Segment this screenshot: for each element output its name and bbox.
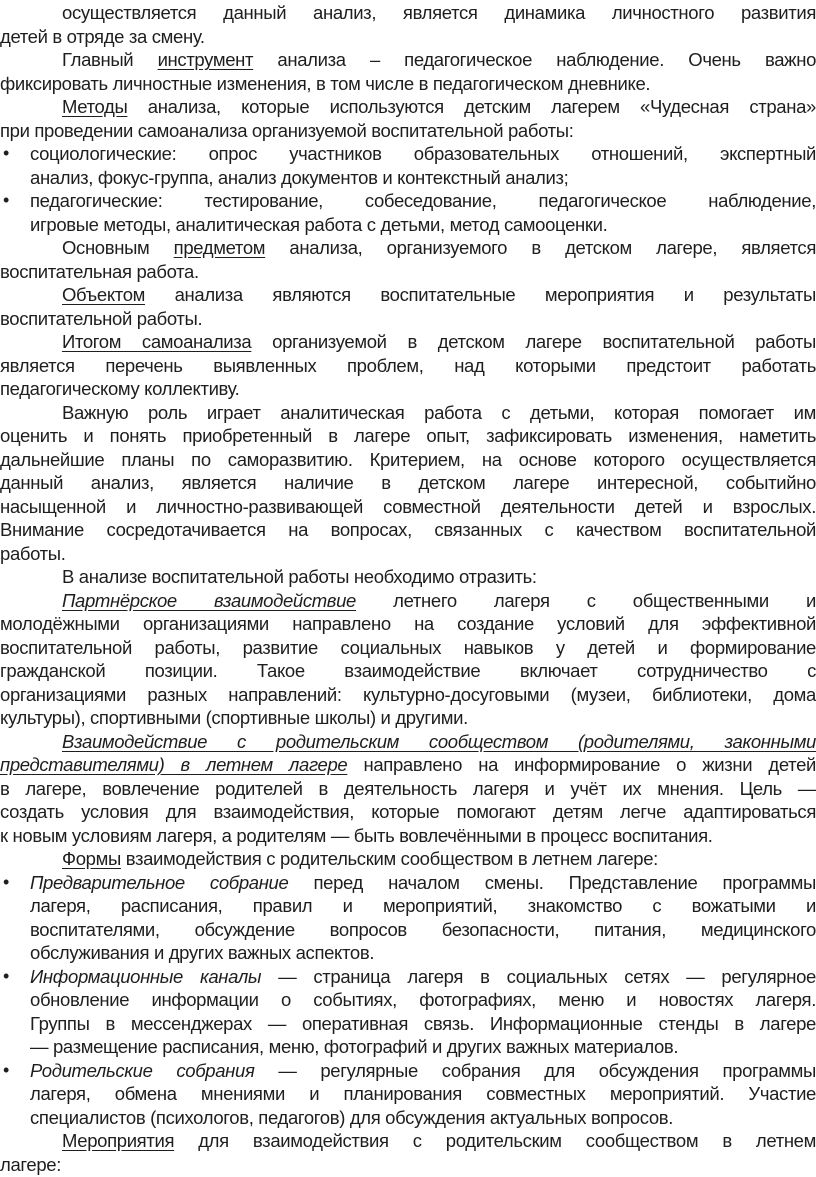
text-segment: гражданской позиции. Такое взаимодействие включает сотрудничество с	[0, 660, 816, 681]
text-segment: лагере:	[0, 1153, 61, 1175]
text-line	[0, 730, 816, 754]
text-segment: обслуживания и других важных аспектов.	[30, 942, 375, 963]
emphasized-text: Предварительное собрание	[30, 871, 289, 893]
text-line	[30, 1035, 816, 1059]
text-segment: — размещение расписания, меню, фотографий и других важных материалов.	[30, 1036, 679, 1057]
text-line	[30, 1082, 816, 1106]
text-segment: педагогические: тестирование, собеседование, педагогическое наблюдение,	[30, 190, 816, 211]
text-line	[0, 1129, 816, 1153]
paragraph	[0, 330, 816, 401]
text-segment: работы.	[0, 542, 66, 564]
emphasized-text: Информационные каналы	[30, 965, 262, 987]
paragraph	[0, 847, 816, 871]
text-segment: педагогическому коллективу.	[0, 378, 240, 399]
bullet-item	[0, 142, 816, 189]
text-line	[0, 95, 816, 119]
text-line	[0, 283, 816, 307]
text-segment: при проведении самоанализа организуемой воспитательной работы:	[0, 119, 574, 141]
paragraph	[0, 565, 816, 589]
text-line	[30, 965, 816, 989]
text-line	[0, 354, 816, 378]
text-line	[30, 871, 816, 895]
text-segment: в лагере, вовлечение родителей в деятельность лагеря и учёт их мнения. Цель —	[0, 777, 816, 799]
text-line	[0, 260, 816, 284]
text-segment: воспитателями, обсуждение вопросов безопасности, питания, медицинского	[30, 918, 816, 940]
text-segment: социологические: опрос участников образовательных отношений, экспертный	[30, 143, 816, 164]
paragraph	[0, 283, 816, 330]
text-segment: Основным	[62, 237, 174, 258]
text-line	[0, 800, 816, 824]
bullet-item	[0, 965, 816, 1059]
text-segment: фиксировать личностные изменения, в том числе в педагогическом дневнике.	[0, 72, 651, 94]
text-line	[0, 659, 816, 683]
text-segment: воспитательной работы.	[0, 307, 203, 329]
text-line	[0, 565, 816, 589]
text-segment: Важную роль играет аналитическая работа с детьми, которая помогает им	[62, 401, 816, 423]
text-line	[0, 448, 816, 472]
text-segment: Главный	[62, 49, 158, 70]
paragraph	[0, 48, 816, 95]
emphasized-text: Родительские собрания	[30, 1059, 255, 1081]
text-line	[0, 119, 816, 143]
paragraph	[0, 730, 816, 848]
text-segment: создать условия для взаимодействия, которые помогают детям легче адаптироваться	[0, 801, 816, 822]
bullet-item	[0, 871, 816, 965]
emphasized-text: Итогом самоанализа	[62, 331, 252, 352]
text-segment: анализ, фокус-группа, анализ документов и контекстный анализ;	[30, 166, 569, 188]
text-segment: Группы в мессенджерах — оперативная связь. Информационные стенды в лагере	[30, 1012, 816, 1034]
text-line	[0, 25, 816, 49]
text-line	[30, 189, 816, 213]
text-segment: летнего лагеря с общественными и	[356, 589, 816, 611]
text-line	[30, 988, 816, 1012]
text-line	[0, 424, 816, 448]
text-line	[30, 918, 816, 942]
text-segment: анализа – педагогическое наблюдение. Очень важно	[253, 49, 816, 70]
text-line	[0, 542, 816, 566]
text-line	[0, 495, 816, 519]
emphasized-text: Взаимодействие с родительским сообществом (родителями, законными	[62, 730, 816, 752]
text-line	[0, 330, 816, 354]
text-line	[0, 471, 816, 495]
paragraph	[0, 401, 816, 566]
text-line	[0, 377, 816, 401]
text-line	[0, 48, 816, 72]
text-line	[0, 1153, 816, 1177]
paragraph	[0, 95, 816, 142]
text-segment: анализа являются воспитательные мероприятия и результаты	[145, 284, 816, 305]
text-segment: осуществляется данный анализ, является динамика личностного развития	[62, 2, 816, 23]
text-segment: данный анализ, является наличие в детском лагере интересной, событийно	[0, 472, 816, 493]
text-segment: для взаимодействия с родительским сообществом в летнем	[174, 1130, 816, 1151]
bullet-item	[0, 189, 816, 236]
text-segment: оценить и понять приобретенный в лагере опыт, зафиксировать изменения, наметить	[0, 425, 816, 446]
emphasized-text: Формы	[62, 848, 121, 869]
emphasized-text: представителями) в летнем лагере	[0, 754, 348, 775]
text-segment: — регулярные собрания для обсуждения программы	[254, 1059, 816, 1081]
text-line	[0, 824, 816, 848]
text-line	[0, 706, 816, 730]
emphasized-text: Методы	[62, 96, 128, 117]
bullet-item	[0, 1059, 816, 1130]
text-line	[30, 213, 816, 237]
text-line	[30, 142, 816, 166]
bullet-icon: •	[3, 143, 9, 163]
text-segment: насыщенной и личностно-развивающей совместной деятельности детей и взрослых.	[0, 495, 816, 517]
text-line	[30, 894, 816, 918]
text-segment: игровые методы, аналитическая работа с детьми, метод самооценки.	[30, 213, 608, 235]
text-line	[0, 589, 816, 613]
text-segment: организациями разных направлений: культурно-досуговыми (музеи, библиотеки, дома	[0, 683, 816, 705]
text-segment: является перечень выявленных проблем, над которыми предстоит работать	[0, 354, 816, 376]
text-segment: лагеря, расписания, правил и мероприятий, знакомство с вожатыми и	[30, 895, 816, 916]
text-segment: Внимание сосредотачивается на вопросах, связанных с качеством воспитательной	[0, 519, 816, 540]
text-line	[0, 753, 816, 777]
text-line	[0, 236, 816, 260]
text-segment: обновление информации о событиях, фотографиях, меню и новостях лагеря.	[30, 989, 816, 1010]
text-segment: воспитательная работа.	[0, 260, 199, 282]
text-segment: — страница лагеря в социальных сетях — регулярное	[261, 965, 816, 987]
bullet-icon: •	[3, 190, 9, 210]
text-line	[30, 1059, 816, 1083]
text-line	[0, 612, 816, 636]
text-segment: анализа, организуемого в детском лагере, является	[265, 237, 816, 258]
text-segment: организуемой в детском лагере воспитательной работы	[251, 331, 816, 352]
emphasized-text: Объектом	[62, 284, 145, 305]
text-line	[0, 636, 816, 660]
text-segment: В анализе воспитательной работы необходимо отразить:	[62, 566, 537, 587]
text-line	[0, 401, 816, 425]
bullet-icon: •	[3, 871, 9, 892]
text-segment: культуры), спортивными (спортивные школы) и другими.	[0, 707, 468, 728]
text-line	[0, 683, 816, 707]
text-segment: взаимодействия с родительским сообществом в летнем лагере:	[120, 848, 658, 869]
text-line	[30, 1106, 816, 1130]
text-line	[0, 518, 816, 542]
text-segment: воспитательной работы, развитие социальных навыков у детей и формирование	[0, 636, 816, 658]
text-segment: к новым условиям лагеря, а родителям — быть вовлечёнными в процесс воспитания.	[0, 824, 713, 846]
text-line	[30, 166, 816, 190]
text-segment: специалистов (психологов, педагогов) для обсуждения актуальных вопросов.	[30, 1106, 674, 1128]
document-page	[0, 1, 816, 1176]
text-line	[0, 847, 816, 871]
paragraph	[0, 1129, 816, 1176]
emphasized-text: Партнёрское взаимодействие	[62, 589, 356, 611]
text-line	[0, 72, 816, 96]
text-segment: анализа, которые используются детским лагерем «Чудесная страна»	[127, 96, 816, 117]
text-segment: направлено на информирование о жизни детей	[347, 754, 816, 775]
text-line	[0, 1, 816, 25]
text-line	[30, 1012, 816, 1036]
emphasized-text: инструмент	[157, 49, 254, 70]
text-line	[0, 777, 816, 801]
text-line	[30, 941, 816, 965]
emphasized-text: Мероприятия	[62, 1130, 175, 1151]
paragraph	[0, 589, 816, 730]
text-segment: дальнейшие планы по саморазвитию. Критерием, на основе которого осуществляется	[0, 448, 816, 470]
text-line	[0, 307, 816, 331]
text-segment: молодёжными организациями направлено на создание условий для эффективной	[0, 613, 816, 634]
bullet-icon: •	[3, 965, 9, 986]
emphasized-text: предметом	[173, 237, 266, 258]
paragraph	[0, 1, 816, 48]
text-segment: перед началом смены. Представление программы	[288, 871, 816, 893]
paragraph	[0, 236, 816, 283]
text-segment: лагеря, обмена мнениями и планирования совместных мероприятий. Участие	[30, 1083, 816, 1104]
bullet-icon: •	[3, 1059, 9, 1080]
text-segment: детей в отряде за смену.	[0, 25, 205, 47]
